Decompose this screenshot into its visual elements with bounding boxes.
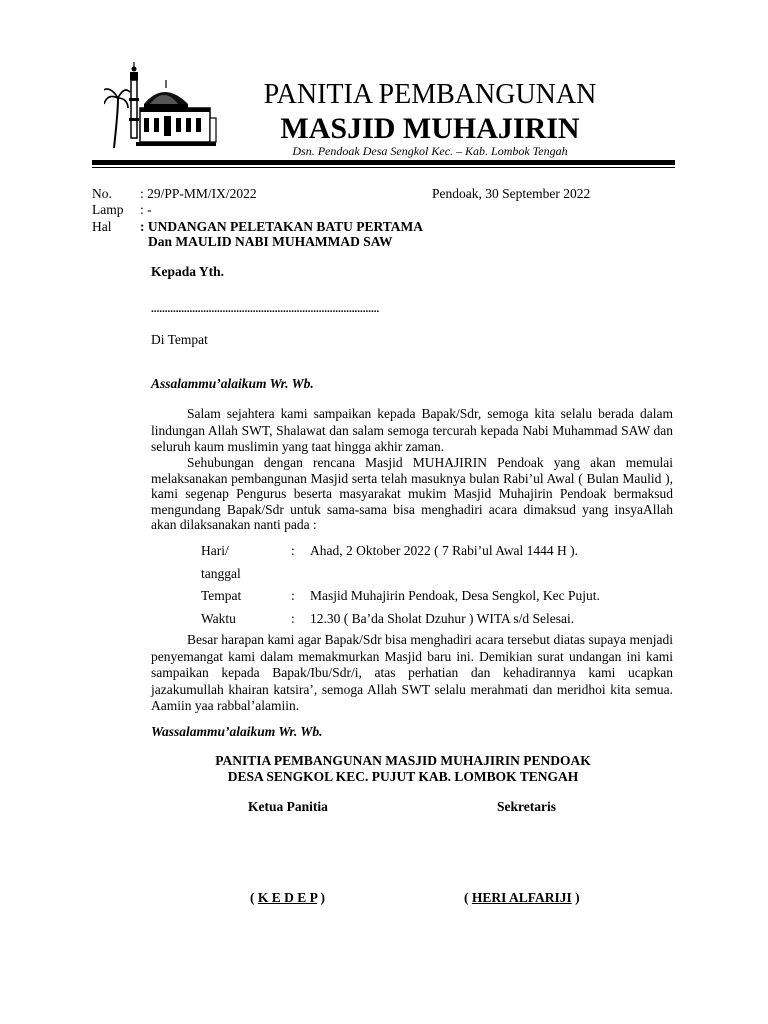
role-ketua: Ketua Panitia: [248, 799, 328, 814]
signatory-ketua: ( K E D E P ): [250, 890, 326, 905]
letterhead-title-line1: PANITIA PEMBANGUNAN: [263, 79, 597, 110]
no-value: : 29/PP-MM/IX/2022: [140, 186, 257, 201]
recipient-dots: ...................................................................................: [151, 303, 380, 315]
letterhead-divider-thin: [92, 167, 675, 168]
org-line1: PANITIA PEMBANGUNAN MASJID MUHAJIRIN PENDOAK: [215, 753, 591, 768]
hal-label: Hal: [92, 219, 112, 234]
signatory-sekretaris-name: HERI ALFARIJI: [471, 890, 572, 905]
lamp-value: : -: [140, 202, 152, 217]
letterhead-address: Dsn. Pendoak Desa Sengkol Kec. – Kab. Lombok Tengah: [292, 144, 568, 158]
detail-label-tanggal: tanggal: [201, 566, 241, 581]
detail-colon: :: [291, 588, 295, 603]
detail-colon: :: [291, 611, 295, 626]
hal-line2: Dan MAULID NABI MUHAMMAD SAW: [148, 234, 393, 249]
detail-colon: :: [291, 543, 295, 558]
mosque-icon: [104, 58, 222, 156]
detail-value-time: 12.30 ( Ba’da Sholat Dzuhur ) WITA s/d Selesai.: [310, 611, 575, 626]
signatory-ketua-name: K E D E P: [257, 890, 318, 905]
detail-value-date: Ahad, 2 Oktober 2022 ( 7 Rabi’ul Awal 1444 H ).: [310, 543, 578, 558]
no-label: No.: [92, 186, 112, 201]
letterhead-divider: [92, 160, 675, 165]
letterhead-title-line2: MASJID MUHAJIRIN: [280, 112, 580, 145]
recipient-di-tempat: Di Tempat: [151, 332, 208, 347]
paragraph-2: Sehubungan dengan rencana Masjid MUHAJIRIN Pendoak yang akan memulai melaksanakan pembangunan Masjid serta telah masuknya bulan Rabi’ul Awal ( Bulan Maulid ), kami segenap Pengurus beserta masyarakat mukim Masjid Muhajirin Pendoak bermaksud mengundang Bapak/Sdr untuk sama-sama bisa menghadiri acara dimaksud yang insyaAllah akan dilaksanakan nanti pada :: [151, 455, 673, 532]
detail-label-hari: Hari/: [201, 543, 229, 558]
role-sekretaris: Sekretaris: [497, 799, 556, 814]
detail-label-waktu: Waktu: [201, 611, 236, 626]
lamp-label: Lamp: [92, 202, 124, 217]
detail-label-tempat: Tempat: [201, 588, 242, 603]
org-line2: DESA SENGKOL KEC. PUJUT KAB. LOMBOK TENGAH: [227, 769, 579, 784]
salam-closing: Wassalammu’alaikum Wr. Wb.: [151, 724, 323, 739]
recipient-kepada: Kepada Yth.: [151, 264, 225, 279]
letter-date: Pendoak, 30 September 2022: [432, 186, 591, 201]
detail-value-place: Masjid Muhajirin Pendoak, Desa Sengkol, Kec Pujut.: [310, 588, 600, 603]
paragraph-3: Besar harapan kami agar Bapak/Sdr bisa menghadiri acara tersebut diatas supaya menjadi penyemangat kami dalam memakmurkan Masjid baru ini. Demikian surat undangan ini kami sampaikan kepada Bapak/Ibu/Sdr/i, atas perhatian dan kehadirannya kami ucapkan jazakumullah khairan katsira’, semoga Allah SWT selalu merahmati dan meridhoi kita semua. Aamiin yaa rabbal’alamiin.: [151, 632, 673, 713]
salam-opening: Assalammu’alaikum Wr. Wb.: [151, 376, 314, 391]
signatory-sekretaris: ( HERI ALFARIJI ): [464, 890, 580, 905]
hal-line1: : UNDANGAN PELETAKAN BATU PERTAMA: [140, 219, 424, 234]
paragraph-1: Salam sejahtera kami sampaikan kepada Bapak/Sdr, semoga kita selalu berada dalam lindungan Allah SWT, Shalawat dan salam semoga tercurah kepada Nabi Muhammad SAW dan seluruh kaum muslimin yang taat hingga akhir zaman.: [151, 406, 673, 454]
